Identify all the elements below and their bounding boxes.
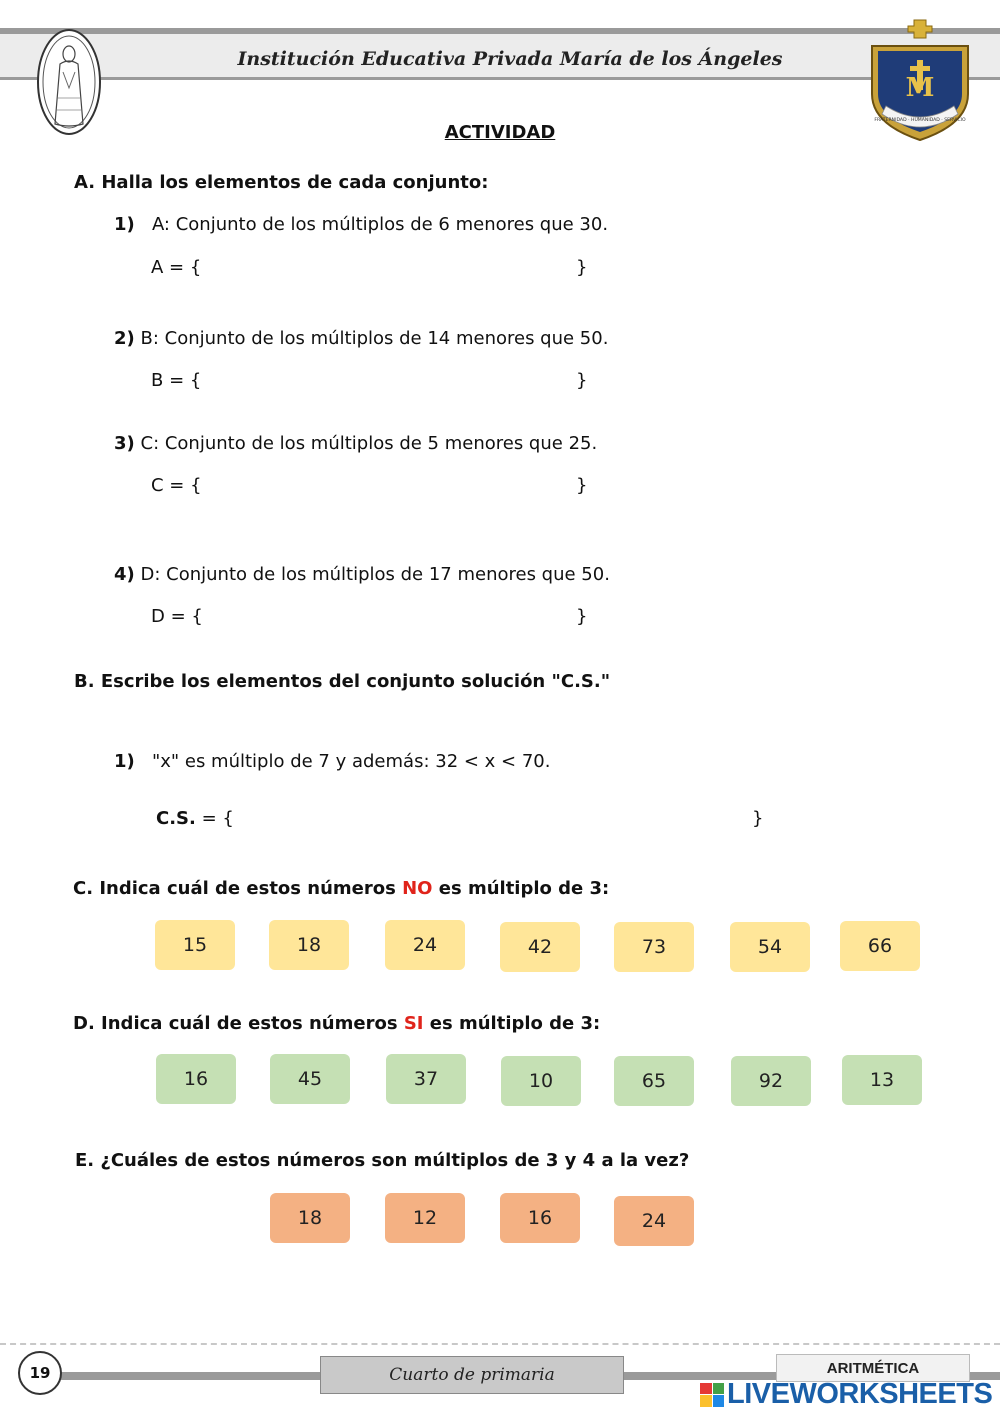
section-c-heading <box>73 878 609 899</box>
number-tile[interactable]: 13 <box>842 1055 922 1105</box>
section-a-item-1 <box>114 214 608 235</box>
section-a-item-3 <box>114 433 597 454</box>
number-tile[interactable]: 16 <box>156 1054 236 1104</box>
subject-label: ARITMÉTICA <box>776 1354 970 1382</box>
set-d-close: } <box>576 606 588 627</box>
heading-text: C. Indica cuál de estos números <box>73 878 396 899</box>
crest-motto: FRATERNIDAD · HUMANIDAD · SERVICIO <box>874 118 966 123</box>
number-tile[interactable]: 24 <box>385 920 465 970</box>
cs-open <box>156 808 234 829</box>
number-tile[interactable]: 15 <box>155 920 235 970</box>
heading-text: es múltiplo de 3: <box>438 878 610 899</box>
item-number: 3) <box>114 433 135 454</box>
heading-keyword: NO <box>402 878 433 899</box>
number-tile[interactable]: 24 <box>614 1196 694 1246</box>
section-d-heading <box>73 1013 600 1034</box>
cs-open-brace: = { <box>201 808 234 829</box>
item-text: C: Conjunto de los múltiplos de 5 menores que 25. <box>140 433 598 454</box>
section-e-heading: E. ¿Cuáles de estos números son múltiplos de 3 y 4 a la vez? <box>75 1150 690 1171</box>
section-a-item-2 <box>114 328 608 349</box>
set-a-close: } <box>576 257 588 278</box>
watermark-text: LIVEWORKSHEETS <box>727 1378 993 1410</box>
number-tile[interactable]: 18 <box>270 1193 350 1243</box>
set-d-answer-field[interactable] <box>200 601 570 631</box>
cs-close: } <box>752 808 764 829</box>
heading-text: es múltiplo de 3: <box>429 1013 601 1034</box>
page-number: 19 <box>18 1351 62 1395</box>
number-tile[interactable]: 54 <box>730 922 810 972</box>
set-c-close: } <box>576 475 588 496</box>
section-b-heading: B. Escribe los elementos del conjunto solución "C.S." <box>74 671 611 692</box>
number-tile[interactable]: 65 <box>614 1056 694 1106</box>
item-number: 2) <box>114 328 135 349</box>
section-b-item-1 <box>114 751 550 772</box>
item-number: 4) <box>114 564 135 585</box>
institution-name: Institución Educativa Privada María de los Ángeles <box>237 48 783 70</box>
number-tile[interactable]: 16 <box>500 1193 580 1243</box>
section-a-item-4 <box>114 564 610 585</box>
number-tile[interactable]: 18 <box>269 920 349 970</box>
set-a-open: A = { <box>151 257 202 278</box>
footer-divider <box>0 1343 1000 1345</box>
set-a-answer-field[interactable] <box>200 252 570 282</box>
set-b-close: } <box>576 370 588 391</box>
set-d-open: D = { <box>151 606 203 627</box>
number-tile[interactable]: 12 <box>385 1193 465 1243</box>
school-crest-icon <box>862 16 978 148</box>
item-text: B: Conjunto de los múltiplos de 14 menores que 50. <box>140 328 609 349</box>
cs-label: C.S. <box>156 808 196 829</box>
heading-text: D. Indica cuál de estos números <box>73 1013 398 1034</box>
item-number: 1) <box>114 751 135 772</box>
number-tile[interactable]: 45 <box>270 1054 350 1104</box>
item-text: D: Conjunto de los múltiplos de 17 menores que 50. <box>140 564 610 585</box>
item-number: 1) <box>114 214 135 235</box>
page-title: ACTIVIDAD <box>444 122 556 143</box>
liveworksheets-watermark <box>700 1378 992 1411</box>
section-a-heading: A. Halla los elementos de cada conjunto: <box>74 172 489 193</box>
virgin-mary-medal-icon <box>36 28 102 136</box>
set-b-answer-field[interactable] <box>200 365 570 395</box>
set-c-open: C = { <box>151 475 202 496</box>
crest-letter: M <box>905 73 935 103</box>
number-tile[interactable]: 66 <box>840 921 920 971</box>
number-tile[interactable]: 10 <box>501 1056 581 1106</box>
number-tile[interactable]: 92 <box>731 1056 811 1106</box>
heading-keyword: SI <box>403 1013 424 1034</box>
number-tile[interactable]: 73 <box>614 922 694 972</box>
liveworksheets-logo-icon <box>700 1383 724 1407</box>
number-tile[interactable]: 42 <box>500 922 580 972</box>
set-c-answer-field[interactable] <box>200 470 570 500</box>
item-text: "x" es múltiplo de 7 y además: 32 < x < 70. <box>151 751 551 772</box>
set-b-open: B = { <box>151 370 202 391</box>
grade-label: Cuarto de primaria <box>320 1356 624 1394</box>
cs-answer-field[interactable] <box>240 803 740 833</box>
item-text: A: Conjunto de los múltiplos de 6 menores que 30. <box>151 214 609 235</box>
number-tile[interactable]: 37 <box>386 1054 466 1104</box>
